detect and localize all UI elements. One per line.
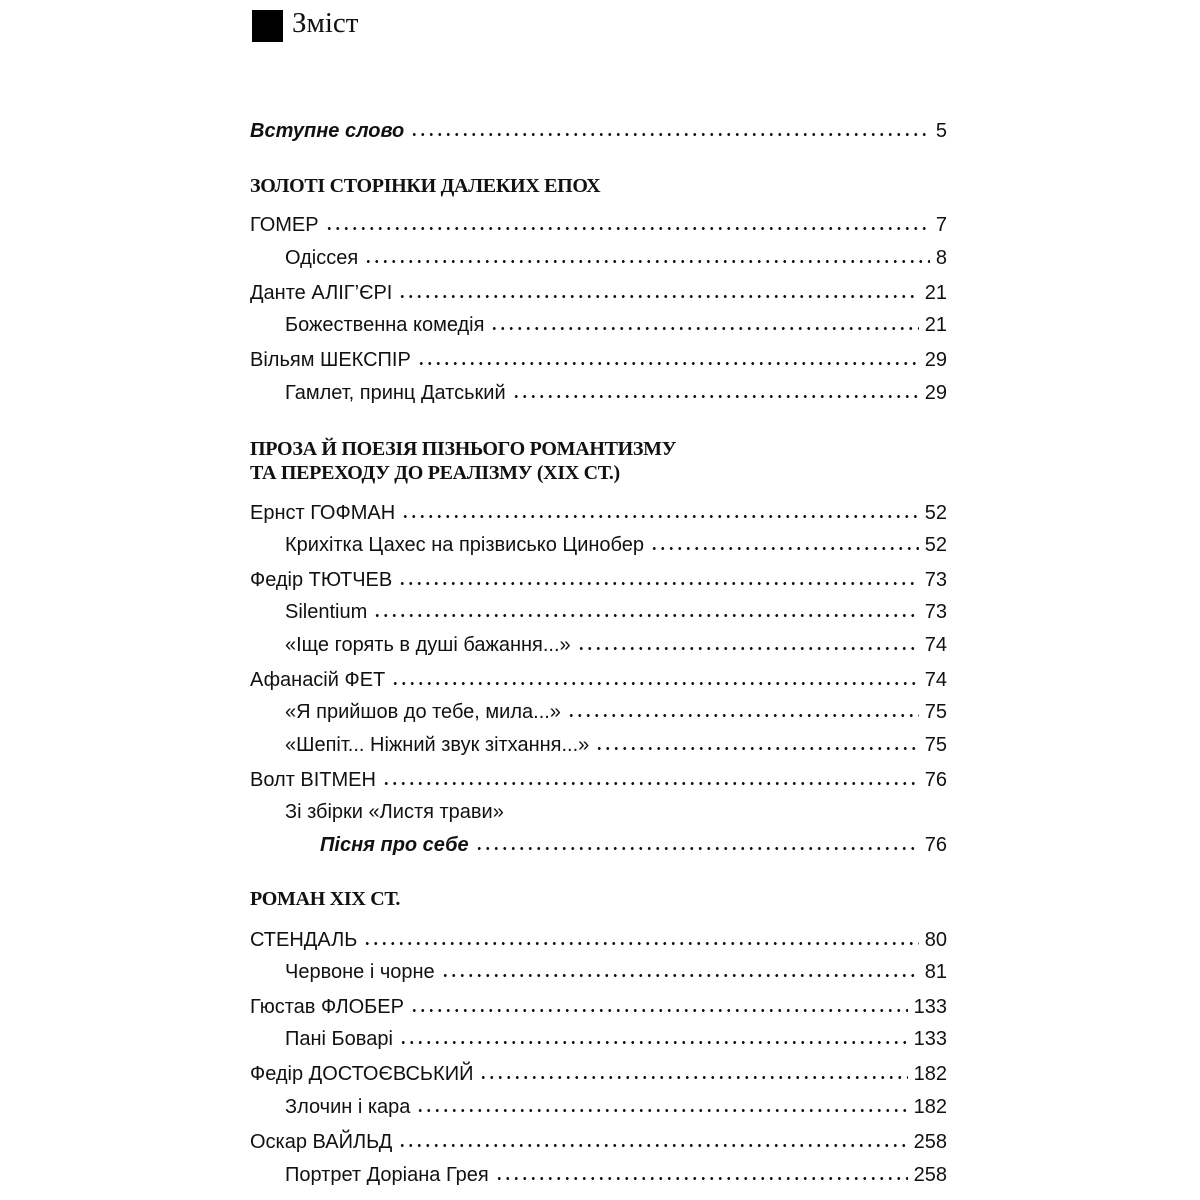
toc-entry-title: «Я прийшов до тебе, мила...»	[285, 701, 561, 723]
toc-entry-page: 74	[924, 634, 947, 656]
toc-entry-page: 21	[924, 282, 947, 304]
toc-entry-title: Федір ТЮТЧЕВ	[250, 569, 393, 591]
toc-entry-page: 21	[924, 314, 947, 336]
toc-entry-page: 52	[924, 502, 947, 524]
toc-entry-work[interactable]	[285, 314, 947, 346]
section-heading-line: РОМАН XIX СТ.	[250, 888, 401, 910]
toc-entry-title: Божественна комедія	[285, 314, 485, 336]
toc-entry-title: Червоне і чорне	[285, 961, 435, 983]
toc-entry-title: Гамлет, принц Датський	[285, 382, 506, 404]
toc-entry-author[interactable]	[250, 769, 947, 801]
dot-leader	[416, 1108, 907, 1113]
dot-leader	[382, 781, 919, 786]
toc-entry-page: 5	[935, 120, 947, 142]
section-heading	[250, 437, 676, 485]
toc-entry-work[interactable]	[285, 601, 947, 633]
dot-leader	[512, 394, 919, 399]
section-heading	[250, 887, 400, 911]
toc-entry-page: 29	[924, 349, 947, 371]
toc-entry-title: Злочин і кара	[285, 1096, 411, 1118]
section-heading-line: ЗОЛОТІ СТОРІНКИ ДАЛЕКИХ ЕПОХ	[250, 175, 601, 197]
toc-entry-page: 76	[924, 769, 947, 791]
toc-entry-title: Данте АЛІГ’ЄРІ	[250, 282, 393, 304]
toc-entry-title: Ернст ГОФМАН	[250, 502, 396, 524]
toc-entry-page: 75	[924, 734, 947, 756]
toc-entry-title: Крихітка Цахес на прізвисько Цинобер	[285, 534, 645, 556]
dot-leader	[398, 1143, 907, 1148]
toc-entry-work[interactable]	[285, 961, 947, 993]
dot-leader	[567, 713, 919, 718]
toc-entry-work[interactable]	[285, 382, 947, 414]
section-heading	[250, 174, 600, 198]
toc-entry-title: Оскар ВАЙЛЬД	[250, 1131, 393, 1153]
toc-entry-title: Гюстав ФЛОБЕР	[250, 996, 404, 1018]
toc-entry-author[interactable]	[250, 349, 947, 381]
toc-entry-work[interactable]	[285, 534, 947, 566]
toc-entry-title: «Іще горять в душі бажання...»	[285, 634, 571, 656]
toc-entry-page: 74	[924, 669, 947, 691]
toc-entry-page: 76	[924, 834, 947, 856]
dot-leader	[650, 546, 919, 551]
dot-leader	[410, 132, 930, 137]
toc-entry-title: Пісня про себе	[320, 834, 469, 856]
toc-entry-title: «Шепіт... Ніжний звук зітхання...»	[285, 734, 590, 756]
toc-entry-title: Silentium	[285, 601, 368, 623]
toc-entry-title: Зі збірки «Листя трави»	[285, 801, 504, 823]
dot-leader	[363, 941, 918, 946]
toc-entry-author[interactable]	[250, 502, 947, 534]
toc-entry-title: Портрет Доріана Грея	[285, 1164, 489, 1186]
toc-entry-work[interactable]	[285, 1096, 947, 1128]
toc-entry-page: 182	[913, 1096, 947, 1118]
dot-leader	[325, 226, 930, 231]
toc-entry-work[interactable]	[285, 734, 947, 766]
toc-entry-page: 133	[913, 1028, 947, 1050]
dot-leader	[595, 746, 918, 751]
page-title: Зміст	[292, 7, 359, 39]
section-heading-line: ТА ПЕРЕХОДУ ДО РЕАЛІЗМУ (XIX СТ.)	[250, 462, 620, 484]
toc-entry-work[interactable]	[285, 701, 947, 733]
dot-leader	[399, 1040, 908, 1045]
dot-leader	[373, 613, 918, 618]
dot-leader	[410, 1008, 908, 1013]
toc-entry-author[interactable]	[250, 282, 947, 314]
toc-entry-title: Волт ВІТМЕН	[250, 769, 376, 791]
toc-entry-work[interactable]	[285, 1028, 947, 1060]
dot-leader	[401, 514, 919, 519]
toc-entry-title: Одіссея	[285, 247, 359, 269]
toc-entry-page: 81	[924, 961, 947, 983]
toc-entry-title: Федір ДОСТОЄВСЬКИЙ	[250, 1063, 474, 1085]
toc-entry-page: 7	[935, 214, 947, 236]
dot-leader	[417, 361, 919, 366]
toc-entry-title: Пані Боварі	[285, 1028, 393, 1050]
toc-entry-work[interactable]	[285, 1164, 947, 1196]
toc-entry-author[interactable]	[250, 1063, 947, 1095]
toc-entry-page: 29	[924, 382, 947, 404]
toc-entry-page: 80	[924, 929, 947, 951]
toc-entry-page: 182	[913, 1063, 947, 1085]
toc-entry-work[interactable]	[285, 801, 947, 833]
dot-leader	[495, 1176, 908, 1181]
toc-entry-page: 75	[924, 701, 947, 723]
toc-entry-page: 73	[924, 569, 947, 591]
section-heading-line: ПРОЗА Й ПОЕЗІЯ ПІЗНЬОГО РОМАНТИЗМУ	[250, 438, 677, 460]
toc-entry-title: Вступне слово	[250, 120, 405, 142]
toc-entry-page: 8	[935, 247, 947, 269]
dot-leader	[441, 973, 919, 978]
toc-entry-work[interactable]	[285, 247, 947, 279]
dot-leader	[398, 581, 919, 586]
toc-entry-page: 52	[924, 534, 947, 556]
toc-entry-author[interactable]	[250, 996, 947, 1028]
toc-entry-page: 258	[913, 1131, 947, 1153]
toc-entry-work[interactable]	[285, 634, 947, 666]
toc-entry-intro[interactable]	[250, 120, 947, 152]
toc-entry-author[interactable]	[250, 214, 947, 246]
toc-entry-page: 73	[924, 601, 947, 623]
dot-leader	[479, 1075, 907, 1080]
dot-leader	[490, 326, 918, 331]
toc-entry-page: 258	[913, 1164, 947, 1186]
dot-leader	[475, 846, 919, 851]
dot-leader	[577, 646, 919, 651]
toc-entry-author[interactable]	[250, 669, 947, 701]
dot-leader	[398, 294, 918, 299]
toc-entry-author[interactable]	[250, 929, 947, 961]
dot-leader	[391, 681, 919, 686]
toc-entry-page: 133	[913, 996, 947, 1018]
toc-entry-title: Афанасій ФЕТ	[250, 669, 386, 691]
toc-entry-title: СТЕНДАЛЬ	[250, 929, 358, 951]
toc-entry-author[interactable]	[250, 1131, 947, 1163]
toc-entry-title: Вільям ШЕКСПІР	[250, 349, 411, 371]
toc-entry-work[interactable]	[320, 834, 947, 866]
toc-entry-author[interactable]	[250, 569, 947, 601]
toc-entry-title: ГОМЕР	[250, 214, 319, 236]
dot-leader	[364, 259, 930, 264]
